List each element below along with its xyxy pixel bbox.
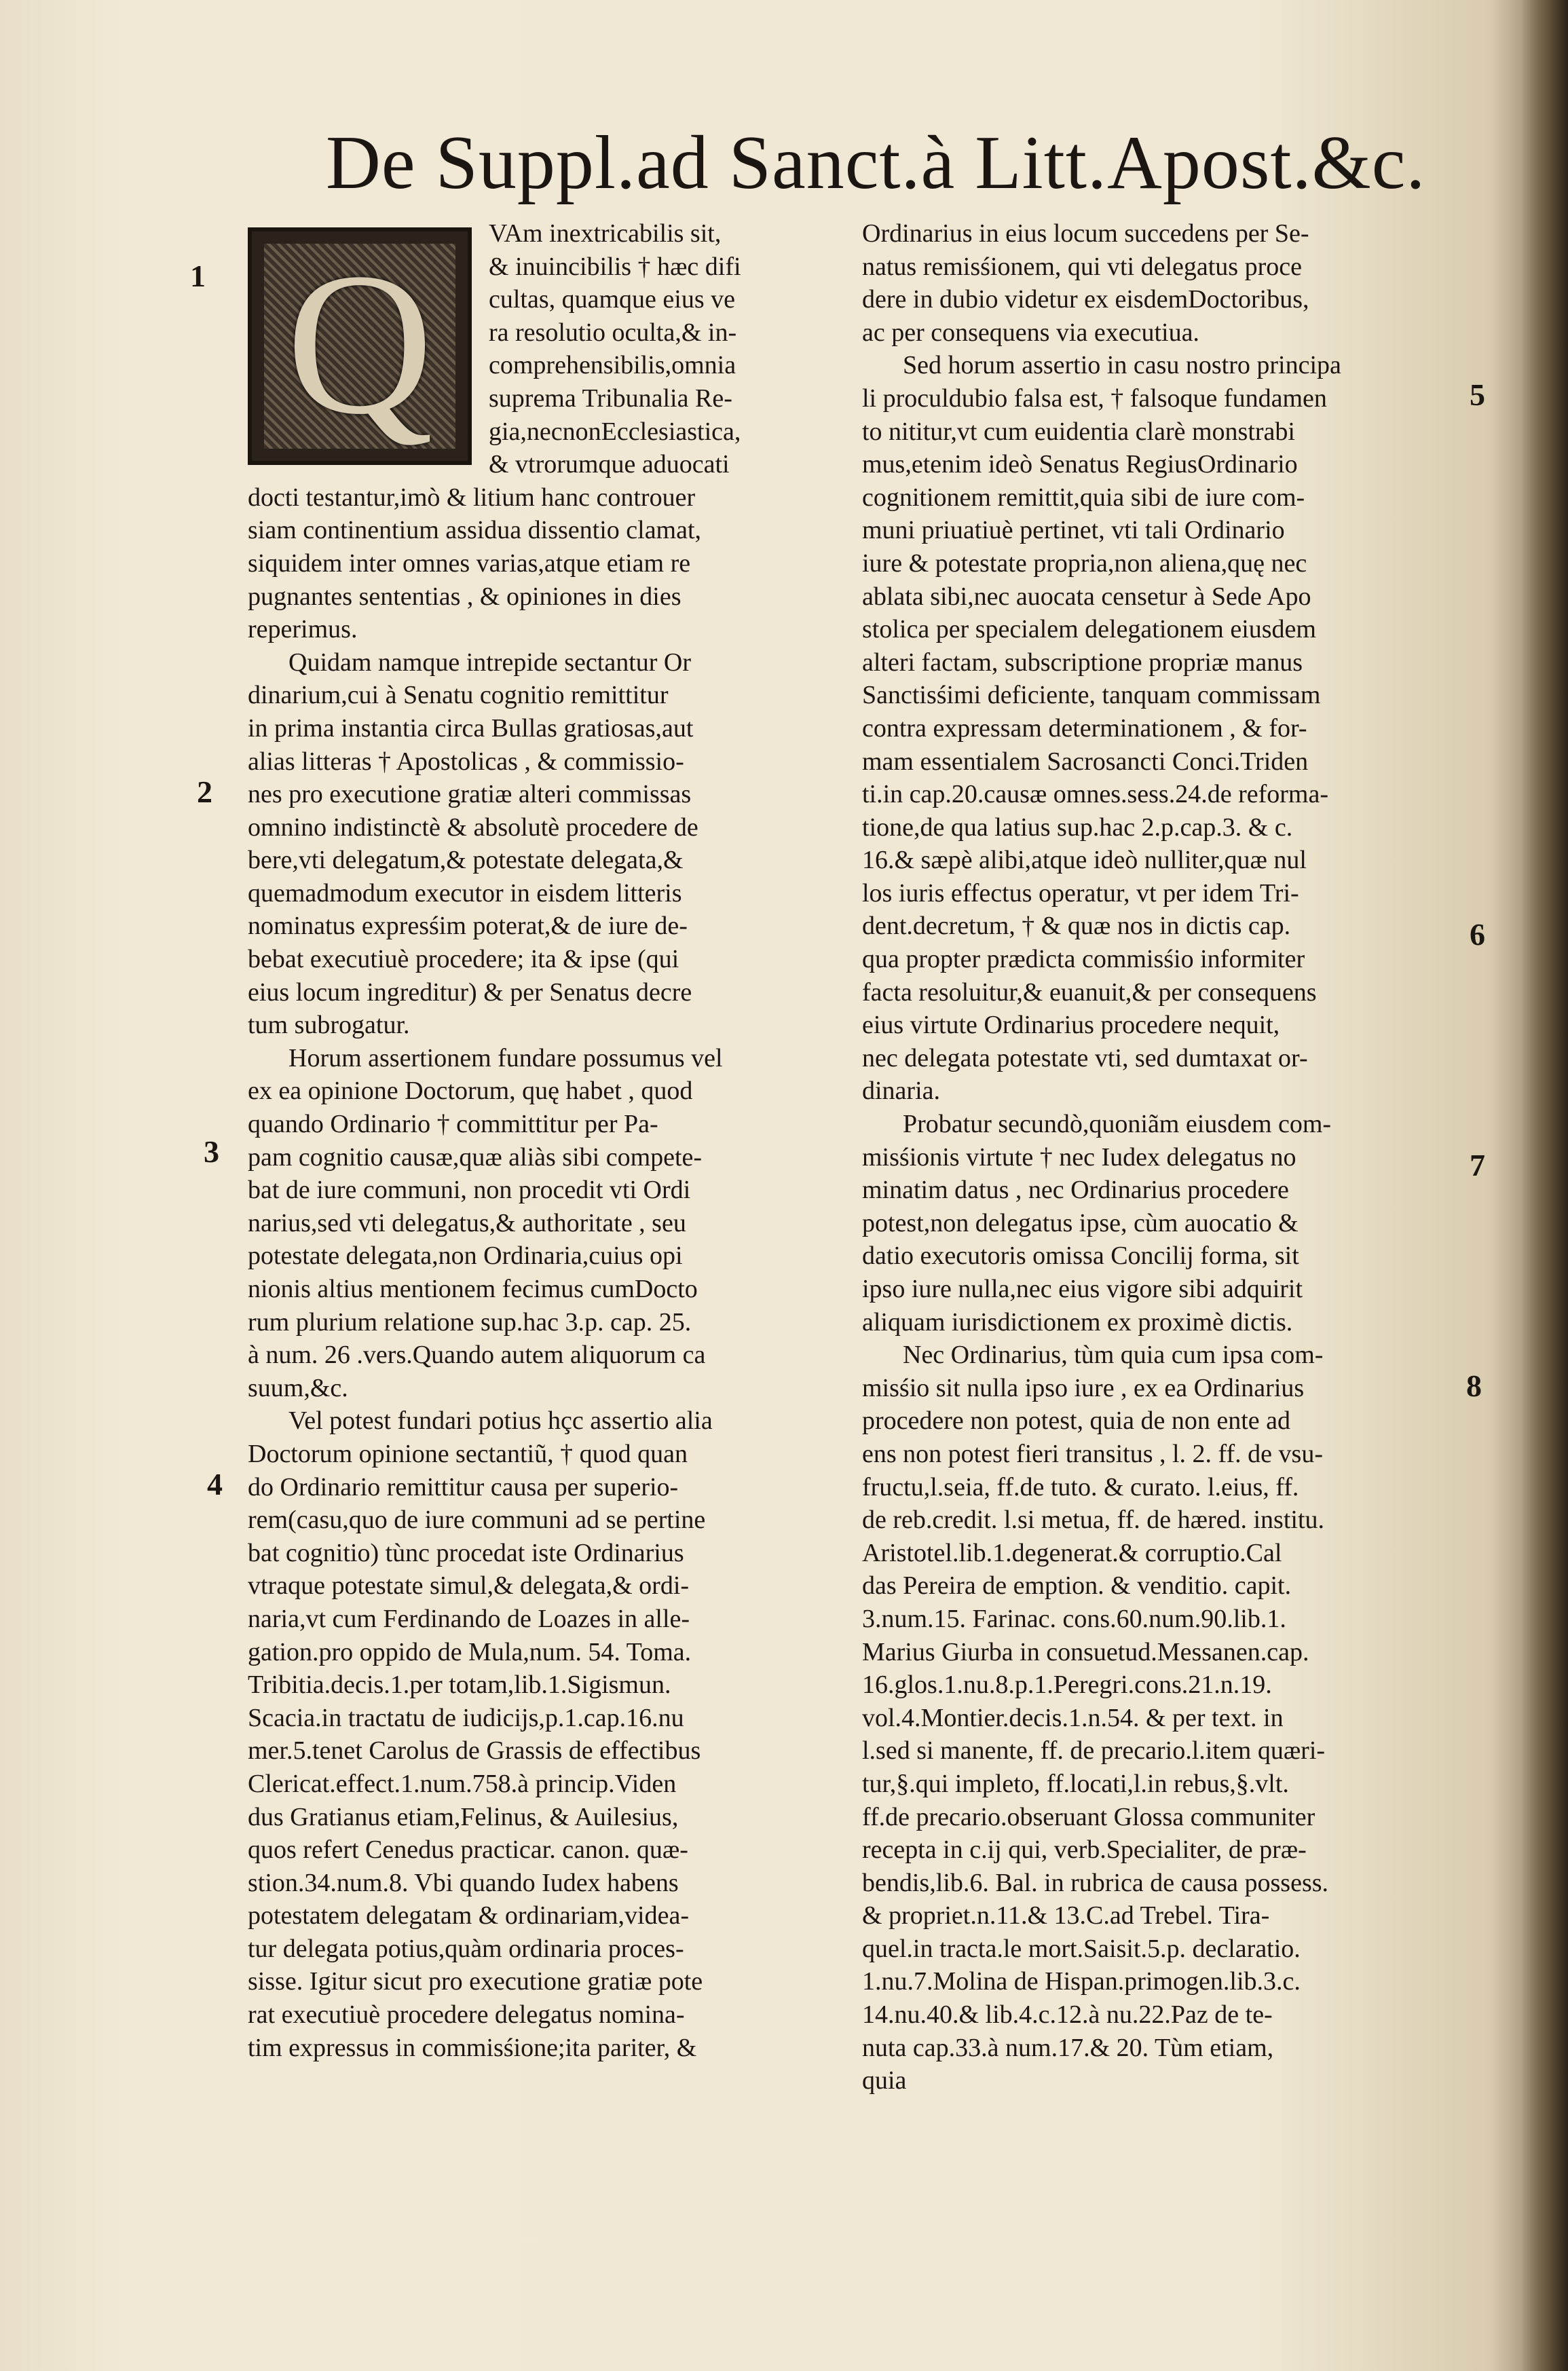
text-line: Ordinarius in eius locum succedens per Se- bbox=[862, 219, 1309, 248]
text-line: ablata sibi,nec auocata censetur à Sede Apo bbox=[862, 582, 1311, 611]
text-line: ac per consequens via executiua. bbox=[862, 318, 1199, 347]
text-line: datio executoris omissa Concilij forma, sit bbox=[862, 1241, 1299, 1271]
text-line: ff.de precario.obseruant Glossa communiter bbox=[862, 1802, 1315, 1831]
text-line: Doctorum opinione sectantiũ, † quod quan bbox=[248, 1439, 688, 1468]
text-line: nuta cap.33.à num.17.& 20. Tùm etiam, bbox=[862, 2033, 1274, 2062]
text-line: narius,sed vti delegatus,& authoritate , seu bbox=[248, 1208, 686, 1237]
text-line: bat de iure communi, non procedit vti Ordi bbox=[248, 1176, 691, 1205]
margin-number: 2 bbox=[197, 774, 212, 809]
text-line: cognitionem remittit,quia sibi de iure com- bbox=[862, 483, 1305, 512]
text-line: Tribitia.decis.1.per totam,lib.1.Sigismun. bbox=[248, 1670, 671, 1700]
text-line: iure & potestate propria,non aliena,quę nec bbox=[862, 548, 1307, 578]
text-line: suprema Tribunalia Re- bbox=[489, 384, 732, 413]
text-line: docti testantur,imò & litium hanc controuer bbox=[248, 483, 696, 512]
text-line: bebat executiuè procedere; ita & ipse (qui bbox=[248, 945, 679, 974]
text-line: recepta in c.ij qui, verb.Specialiter, de præ- bbox=[862, 1835, 1307, 1865]
text-line: vol.4.Montier.decis.1.n.54. & per text. in bbox=[862, 1703, 1284, 1732]
text-line: Nec Ordinarius, tùm quia cum ipsa com- bbox=[903, 1341, 1324, 1370]
text-line: nec delegata potestate vti, sed dumtaxat or- bbox=[862, 1043, 1308, 1072]
text-line: rem(casu,quo de iure communi ad se pertine bbox=[248, 1506, 706, 1535]
text-line: 3.num.15. Farinac. cons.60.num.90.lib.1. bbox=[862, 1604, 1286, 1633]
text-line: alteri factam, subscriptione propriæ manus bbox=[862, 648, 1303, 677]
text-line: misśionis virtute † nec Iudex delegatus no bbox=[862, 1142, 1296, 1172]
text-line: alias litteras † Apostolicas , & commissio- bbox=[248, 747, 684, 776]
initial-letter: Q bbox=[286, 231, 434, 456]
text-line: ra resolutio oculta,& in- bbox=[489, 318, 737, 347]
text-line: stion.34.num.8. Vbi quando Iudex habens bbox=[248, 1868, 679, 1897]
text-line: nominatus expresśim poterat,& de iure de- bbox=[248, 912, 688, 941]
text-line: & propriet.n.11.& 13.C.ad Trebel. Tira- bbox=[862, 1901, 1270, 1930]
text-line: dent.decretum, † & quæ nos in dictis cap. bbox=[862, 912, 1291, 941]
text-line: quemadmodum executor in eisdem litteris bbox=[248, 878, 682, 908]
text-line: Aristotel.lib.1.degenerat.& corruptio.Cal bbox=[862, 1538, 1282, 1567]
text-line: natus remisśionem, qui vti delegatus proce bbox=[862, 252, 1302, 281]
text-line: 16.glos.1.nu.8.p.1.Peregri.cons.21.n.19. bbox=[862, 1670, 1272, 1700]
text-line: siam continentium assidua dissentio clamat, bbox=[248, 516, 702, 545]
text-line: fructu,l.seia, ff.de tuto. & curato. l.eius, ff. bbox=[862, 1472, 1299, 1501]
text-line: de reb.credit. l.si metua, ff. de hæred. institu. bbox=[862, 1506, 1325, 1535]
text-line: mer.5.tenet Carolus de Grassis de effectibus bbox=[248, 1736, 701, 1766]
text-line: tum subrogatur. bbox=[248, 1011, 410, 1040]
text-line: gation.pro oppido de Mula,num. 54. Toma. bbox=[248, 1637, 692, 1666]
text-line: potest,non delegatus ipse, cùm auocatio & bbox=[862, 1208, 1299, 1237]
text-line: eius locum ingreditur) & per Senatus decre bbox=[248, 977, 692, 1007]
text-line: Vel potest fundari potius hçc assertio alia bbox=[288, 1406, 713, 1436]
text-line: potestatem delegatam & ordinariam,videa- bbox=[248, 1901, 689, 1930]
text-line: sisse. Igitur sicut pro executione gratiæ pote bbox=[248, 1967, 703, 1996]
text-line: tur delegata potius,quàm ordinaria proces- bbox=[248, 1934, 684, 1963]
text-line: minatim datus , nec Ordinarius procedere bbox=[862, 1176, 1289, 1205]
text-line: 16.& sæpè alibi,atque ideò nulliter,quæ nul bbox=[862, 846, 1307, 875]
text-line: ens non potest fieri transitus , l. 2. ff. de vsu- bbox=[862, 1439, 1323, 1468]
margin-number: 4 bbox=[207, 1467, 223, 1501]
text-line: eius virtute Ordinarius procedere nequit, bbox=[862, 1011, 1280, 1040]
text-line: los iuris effectus operatur, vt per idem Tri- bbox=[862, 878, 1299, 908]
text-line: omnino indistinctè & absolutè procedere de bbox=[248, 813, 698, 842]
running-head: De Suppl.ad Sanct.à Litt.Apost.&c. bbox=[326, 121, 1426, 205]
text-line: stolica per specialem delegationem eiusdem bbox=[862, 615, 1316, 644]
text-line: dinaria. bbox=[862, 1077, 941, 1106]
text-line: reperimus. bbox=[248, 615, 358, 644]
text-line: l.sed si manente, ff. de precario.l.item quæri- bbox=[862, 1736, 1326, 1766]
right-column bbox=[862, 217, 1446, 2097]
text-line: bat cognitio) tùnc procedat iste Ordinarius bbox=[248, 1538, 684, 1567]
text-line: Scacia.in tractatu de iudicijs,p.1.cap.16.nu bbox=[248, 1703, 684, 1732]
text-line: quel.in tracta.le mort.Saisit.5.p. declaratio. bbox=[862, 1934, 1301, 1963]
text-line: comprehensibilis,omnia bbox=[489, 351, 736, 380]
margin-number: 5 bbox=[1470, 377, 1485, 412]
text-line: tur,§.qui impleto, ff.locati,l.in rebus,§.vlt. bbox=[862, 1769, 1289, 1798]
text-line: procedere non potest, quia de non ente ad bbox=[862, 1406, 1290, 1436]
text-line: mam essentialem Sacrosancti Conci.Triden bbox=[862, 747, 1309, 776]
text-line: suum,&c. bbox=[248, 1373, 348, 1402]
text-line: contra expressam determinationem , & for- bbox=[862, 713, 1307, 743]
text-line: Sed horum assertio in casu nostro principa bbox=[903, 351, 1341, 380]
text-line: nes pro executione gratiæ alteri commissas bbox=[248, 780, 692, 809]
text-line: aliquam iurisdictionem ex proximè dictis. bbox=[862, 1307, 1293, 1337]
text-line: vtraque potestate simul,& delegata,& ordi- bbox=[248, 1571, 690, 1601]
text-line: pam cognitio causæ,quæ aliàs sibi compete- bbox=[248, 1142, 703, 1172]
text-line: Marius Giurba in consuetud.Messanen.cap. bbox=[862, 1637, 1309, 1666]
text-line: facta resoluitur,& euanuit,& per consequens bbox=[862, 977, 1317, 1007]
text-line: quos refert Cenedus practicar. canon. quæ- bbox=[248, 1835, 688, 1865]
text-line: & vtrorumque aduocati bbox=[489, 450, 730, 479]
text-line: in prima instantia circa Bullas gratiosas,aut bbox=[248, 713, 694, 743]
text-line: qua propter prædicta commisśio informiter bbox=[862, 945, 1305, 974]
text-line: siquidem inter omnes varias,atque etiam re bbox=[248, 548, 691, 578]
text-line: Quidam namque intrepide sectantur Or bbox=[288, 648, 692, 677]
text-line: rum plurium relatione sup.hac 3.p. cap. 25. bbox=[248, 1307, 692, 1337]
margin-number: 8 bbox=[1466, 1368, 1482, 1403]
text-line: li proculdubio falsa est, † falsoque fundamen bbox=[862, 384, 1327, 413]
text-line: das Pereira de emption. & venditio. capit. bbox=[862, 1571, 1292, 1601]
text-line: potestate delegata,non Ordinaria,cuius opi bbox=[248, 1241, 683, 1271]
text-line: cultas, quamque eius ve bbox=[489, 285, 736, 314]
text-line: quia bbox=[862, 2066, 907, 2095]
text-line: do Ordinario remittitur causa per superio- bbox=[248, 1472, 679, 1501]
text-line: ex ea opinione Doctorum, quę habet , quod bbox=[248, 1077, 693, 1106]
text-line: pugnantes sententias , & opiniones in dies bbox=[248, 582, 682, 611]
text-line: Sanctisśimi deficiente, tanquam commissam bbox=[862, 681, 1321, 710]
margin-number: 6 bbox=[1470, 917, 1485, 952]
text-line: 1.nu.7.Molina de Hispan.primogen.lib.3.c. bbox=[862, 1967, 1301, 1996]
text-line: naria,vt cum Ferdinando de Loazes in alle- bbox=[248, 1604, 690, 1633]
text-line: Horum assertionem fundare possumus vel bbox=[288, 1043, 723, 1072]
left-column bbox=[248, 217, 825, 2064]
margin-number: 3 bbox=[204, 1134, 219, 1169]
text-line: dus Gratianus etiam,Felinus, & Auilesius, bbox=[248, 1802, 679, 1831]
text-line: ipso iure nulla,nec eius vigore sibi adquirit bbox=[862, 1275, 1303, 1303]
text-line: mus,etenim ideò Senatus RegiusOrdinario bbox=[862, 450, 1298, 479]
text-line: quando Ordinario † committitur per Pa- bbox=[248, 1110, 658, 1139]
margin-number: 7 bbox=[1470, 1148, 1485, 1182]
text-line: bendis,lib.6. Bal. in rubrica de causa possess. bbox=[862, 1868, 1329, 1897]
text-line: à num. 26 .vers.Quando autem aliquorum ca bbox=[248, 1341, 706, 1370]
text-line: bere,vti delegatum,& potestate delegata,& bbox=[248, 846, 684, 875]
text-line: dinarium,cui à Senatu cognitio remittitur bbox=[248, 681, 669, 710]
text-line: gia,necnonEcclesiastica, bbox=[489, 417, 741, 446]
text-line: tione,de qua latius sup.hac 2.p.cap.3. & c. bbox=[862, 813, 1293, 842]
text-line: ti.in cap.20.causæ omnes.sess.24.de reforma- bbox=[862, 780, 1328, 809]
text-line: tim expressus in commisśione;ita pariter, & bbox=[248, 2033, 697, 2062]
text-line: Clericat.effect.1.num.758.à princip.Viden bbox=[248, 1769, 677, 1798]
text-line: VAm inextricabilis sit, bbox=[489, 219, 722, 248]
text-line: muni priuatiuè pertinet, vti tali Ordinario bbox=[862, 516, 1285, 545]
text-line: to nititur,vt cum euidentia clarè monstrabi bbox=[862, 417, 1295, 446]
margin-number: 1 bbox=[190, 259, 206, 293]
text-line: Probatur secundò,quoniãm eiusdem com- bbox=[903, 1110, 1332, 1139]
text-line: & inuincibilis † hæc difi bbox=[489, 252, 741, 281]
text-line: dere in dubio videtur ex eisdemDoctoribus, bbox=[862, 285, 1309, 314]
text-line: misśio sit nulla ipso iure , ex ea Ordinarius bbox=[862, 1373, 1305, 1402]
text-line: 14.nu.40.& lib.4.c.12.à nu.22.Paz de te- bbox=[862, 2000, 1273, 2030]
text-line: rat executiuè procedere delegatus nomina- bbox=[248, 2000, 685, 2030]
page-gutter-shadow bbox=[1520, 0, 1568, 2371]
text-line: nionis altius mentionem fecimus cumDocto bbox=[248, 1275, 698, 1303]
